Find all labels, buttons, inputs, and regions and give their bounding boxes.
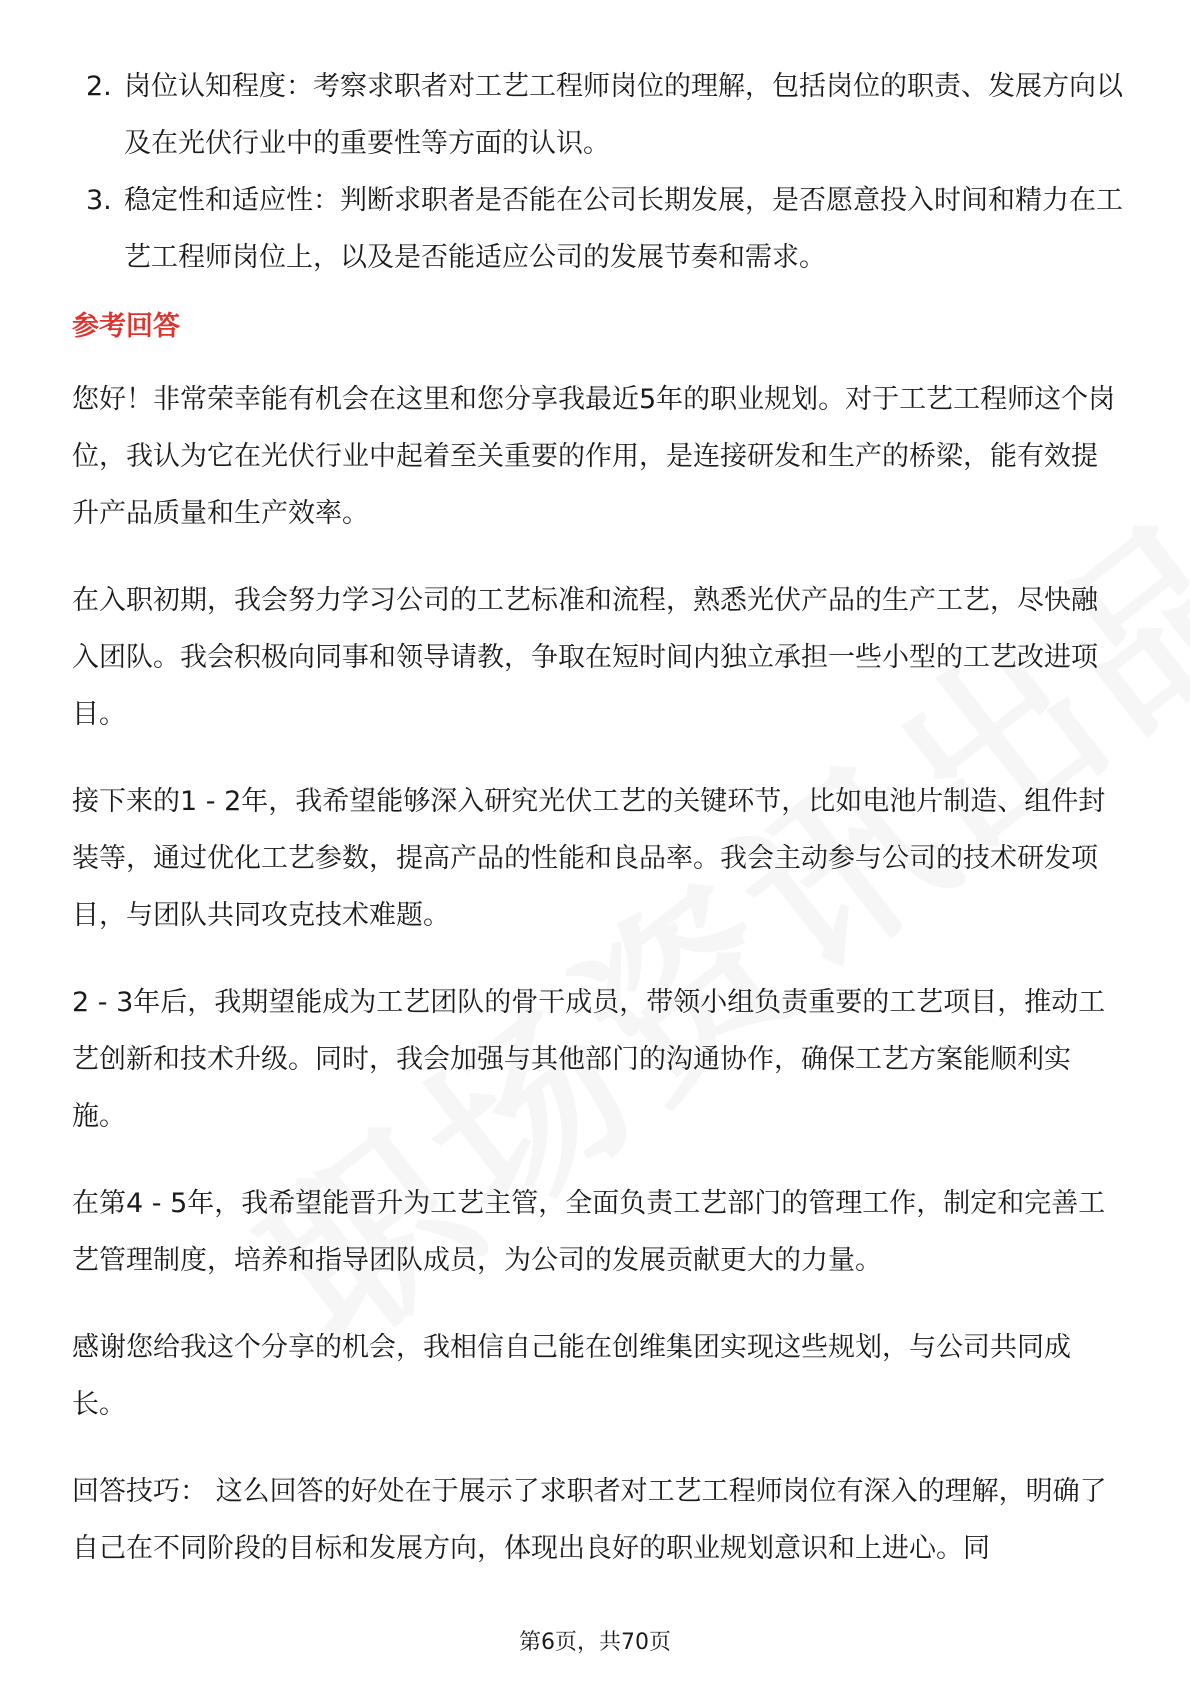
answer-paragraph: 在第4 - 5年，我希望能晋升为工艺主管，全面负责工艺部门的管理工作，制定和完善工艺管理制度，培养和指导团队成员，为公司的发展贡献更大的力量。 xyxy=(72,1188,1106,1276)
answer-paragraph: 2 - 3年后，我期望能成为工艺团队的骨干成员，带领小组负责重要的工艺项目，推动工艺创新和技术升级。同时，我会加强与其他部门的沟通协作，确保工艺方案能顺利实施。 xyxy=(72,987,1106,1132)
page-number: 第6页，共70页 xyxy=(519,1630,671,1655)
list-text: 稳定性和适应性：判断求职者是否能在公司长期发展，是否愿意投入时间和精力在工艺工程师岗位上，以及是否能适应公司的发展节奏和需求。 xyxy=(124,185,1123,273)
answer-paragraph: 在入职初期，我会努力学习公司的工艺标准和流程，熟悉光伏产品的生产工艺，尽快融入团队。我会积极向同事和领导请教，争取在短时间内独立承担一些小型的工艺改进项目。 xyxy=(72,585,1098,730)
section-title: 参考回答 xyxy=(72,311,180,342)
answer-paragraph: 您好！非常荣幸能有机会在这里和您分享我最近5年的职业规划。对于工艺工程师这个岗位，我认为它在光伏行业中起着至关重要的作用，是连接研发和生产的桥梁，能有效提升产品质量和生产效率。 xyxy=(72,384,1116,529)
list-number: 3. xyxy=(86,185,112,216)
page-content xyxy=(72,58,1124,1577)
list-item xyxy=(72,58,1124,172)
list-number: 2. xyxy=(86,71,112,102)
list-item xyxy=(72,172,1124,286)
answer-paragraph: 感谢您给我这个分享的机会，我相信自己能在创维集团实现这些规划，与公司共同成长。 xyxy=(72,1332,1071,1420)
list-text: 岗位认知程度：考察求职者对工艺工程师岗位的理解，包括岗位的职责、发展方向以及在光伏行业中的重要性等方面的认识。 xyxy=(124,71,1123,159)
answer-tip: 回答技巧： 这么回答的好处在于展示了求职者对工艺工程师岗位有深入的理解，明确了自己在不同阶段的目标和发展方向，体现出良好的职业规划意识和上进心。同 xyxy=(72,1476,1107,1564)
answer-paragraph: 接下来的1 - 2年，我希望能够深入研究光伏工艺的关键环节，比如电池片制造、组件封装等，通过优化工艺参数，提高产品的性能和良品率。我会主动参与公司的技术研发项目，与团队共同攻克技术难题。 xyxy=(72,786,1106,931)
